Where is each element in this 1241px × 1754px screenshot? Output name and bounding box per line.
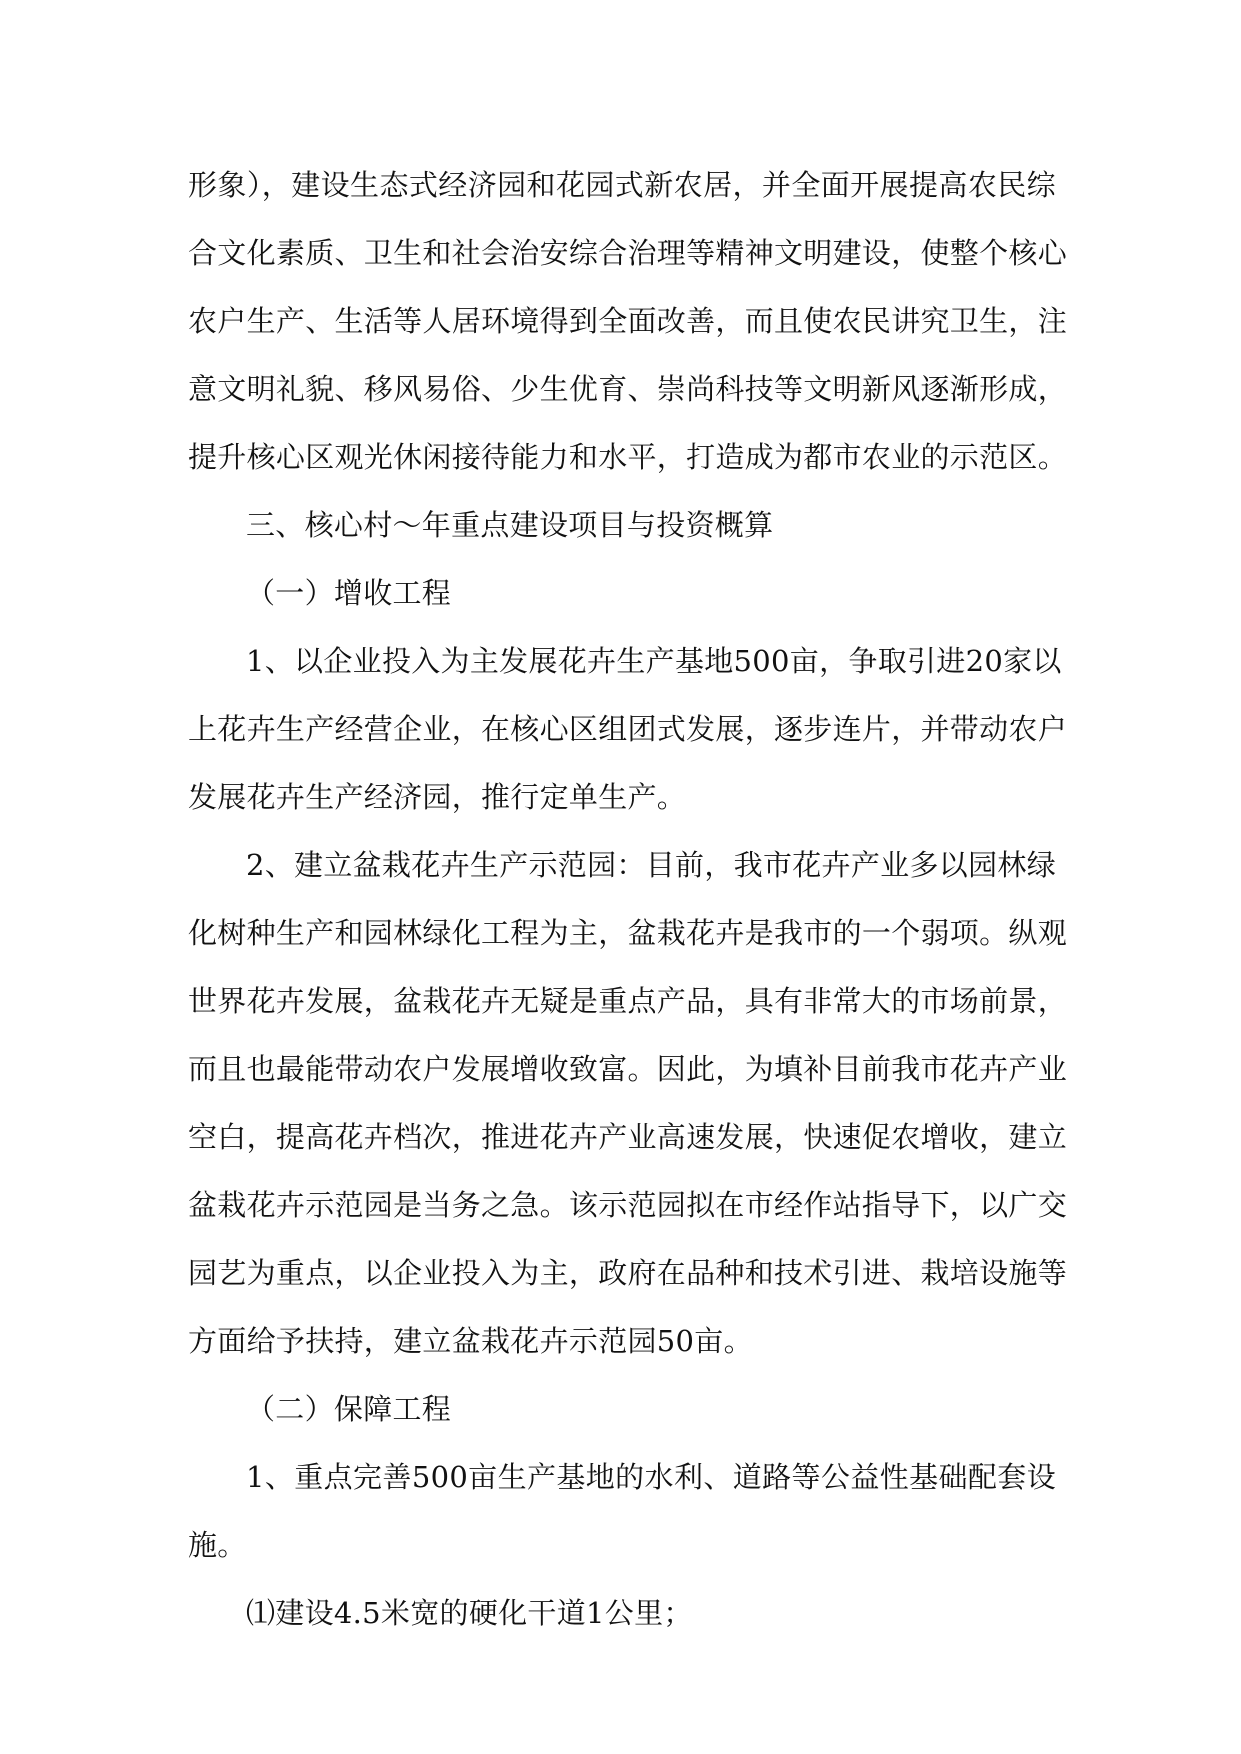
text-line: 施。 bbox=[188, 1528, 247, 1562]
text-line: 而且也最能带动农户发展增收致富。因此，为填补目前我市花卉产业 bbox=[188, 1052, 1068, 1086]
text-line: 空白，提高花卉档次，推进花卉产业高速发展，快速促农增收，建立 bbox=[188, 1120, 1068, 1154]
document-body bbox=[188, 158, 1068, 1654]
text-line: （二）保障工程 bbox=[246, 1392, 452, 1426]
text-line: 盆栽花卉示范园是当务之急。该示范园拟在市经作站指导下，以广交 bbox=[188, 1188, 1068, 1222]
text-line: 提升核心区观光休闲接待能力和水平，打造成为都市农业的示范区。 bbox=[188, 440, 1068, 474]
text-line: 世界花卉发展，盆栽花卉无疑是重点产品，具有非常大的市场前景， bbox=[188, 984, 1068, 1018]
text-line: 农户生产、生活等人居环境得到全面改善，而且使农民讲究卫生，注 bbox=[188, 304, 1068, 338]
text-line: 化树种生产和园林绿化工程为主，盆栽花卉是我市的一个弱项。纵观 bbox=[188, 916, 1068, 950]
text-line: 上花卉生产经营企业，在核心区组团式发展，逐步连片，并带动农户 bbox=[188, 712, 1068, 746]
text-line: 意文明礼貌、移风易俗、少生优育、崇尚科技等文明新风逐渐形成， bbox=[188, 372, 1068, 406]
text-line: 发展花卉生产经济园，推行定单生产。 bbox=[188, 780, 687, 814]
text-line: 三、核心村～年重点建设项目与投资概算 bbox=[246, 508, 774, 542]
text-line: 园艺为重点，以企业投入为主，政府在品种和技术引进、栽培设施等 bbox=[188, 1256, 1068, 1290]
text-line: 形象），建设生态式经济园和花园式新农居，并全面开展提高农民综 bbox=[188, 168, 1056, 202]
text-line: 1、以企业投入为主发展花卉生产基地500亩，争取引进20家以 bbox=[246, 644, 1062, 678]
text-line: 合文化素质、卫生和社会治安综合治理等精神文明建设，使整个核心 bbox=[188, 236, 1068, 270]
text-line: 1、重点完善500亩生产基地的水利、道路等公益性基础配套设 bbox=[246, 1460, 1056, 1494]
text-line: （一）增收工程 bbox=[246, 576, 452, 610]
text-line: 方面给予扶持，建立盆栽花卉示范园50亩。 bbox=[188, 1324, 753, 1358]
text-line: 2、建立盆栽花卉生产示范园：目前，我市花卉产业多以园林绿 bbox=[246, 848, 1056, 882]
text-line: ⑴建设4.5米宽的硬化干道1公里； bbox=[246, 1596, 693, 1630]
